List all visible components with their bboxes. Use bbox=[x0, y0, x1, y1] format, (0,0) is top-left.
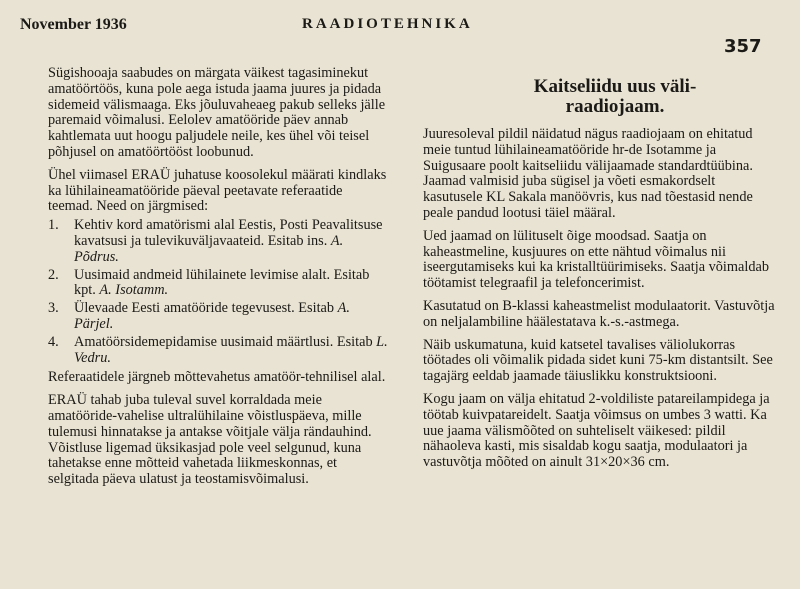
paragraph: ERAÜ tahab juba tuleval suvel korraldada meie amatööride-vahelise ultralühilaine võistluspäeva, mille tulemusi hinnatakse ja antakse võitjale välja rändauhind. Võistluse ligemad üksikasjad pole veel selgunud, kuna tahetakse enne mõtteid vahetada liikmeskonnas, et selgitada päeva ulatust ja teostamisvõimalusi. bbox=[48, 392, 372, 488]
paragraph: Kogu jaam on välja ehitatud 2-voldiliste patareilampidega ja töötab kuivpatareidelt. Saatja võimsus on umbes 3 watti. Ka uue jaama välismõõted on suhteliselt väikesed: pildil nähaoleva kasti, mis sisaldab kogu saatja, modulaatori ja vastuvõtja mõõted on ainult 31×20×36 cm. bbox=[423, 390, 770, 471]
paragraph: Ühel viimasel ERAÜ juhatuse koosolekul määrati kindlaks ka lühilaineamatööride päeval peetavate referaatide teemad. Need on järgmised: bbox=[48, 166, 387, 215]
paragraph: Referaatidele järgneb mõttevahetus amatöör-tehnilisel alal. bbox=[48, 369, 386, 386]
page-number: 357 bbox=[724, 36, 762, 57]
list-number: 1. bbox=[48, 217, 59, 234]
list-text: Amatöörsidemepidamise uusimaid määrtlusi. Esitab bbox=[74, 333, 377, 350]
list-text: Ülevaade Eesti amatööride tegevusest. Esitab bbox=[74, 300, 338, 317]
list-text: Kehtiv kord amatörismi alal Eestis, Posti Peavalitsuse kavatsusi ja tulevikuväljavaateid. Esitab ins. bbox=[74, 217, 383, 249]
issue-date: November 1936 bbox=[20, 16, 127, 33]
list-author: A. Põdrus. bbox=[74, 232, 344, 265]
paragraph: Näib uskumatuna, kuid katsetel tavalises väliolukorras töötades oli võimalik pidada sidet kuni 75-km distantsilt. See tagajärg eeldab jaamade täiuslikku konstruktsiooni. bbox=[423, 336, 773, 385]
paragraph: Juuresoleval pildil näidatud nägus raadiojaam on ehitatud meie tuntud lühilaineamatööride hr-de Isotamme ja Suigusaare poolt kaitseliidu välijaamade standardtüübina. Jaamad valmisid juba sügisel ja võeti esmakordselt kasutusele KL Sakala manöövris, kus nad tõestasid nende peale pandud lootusi täiel määral. bbox=[423, 126, 753, 221]
list-author: A. Pärjel. bbox=[74, 300, 350, 332]
list-number: 2. bbox=[48, 266, 59, 283]
paragraph: Sügishooaja saabudes on märgata väikest tagasiminekut amatöörtöös, kuna pole aega istuda jaama juures ja pidada sidemeid välismaaga. Eks jõuluvaheaeg pakub selleks jälle paremaid võimalusi. Eelolev amatööride päev annab kahtlemata uut hoogu paljudele neile, kes ühel või teisel põhjusel on amatöörtööst loobunud. bbox=[48, 65, 386, 160]
list-item bbox=[48, 268, 390, 300]
list-item bbox=[48, 218, 390, 265]
left-column bbox=[48, 66, 390, 495]
article-title: Kaitseliidu uus väli-raadiojaam. bbox=[533, 76, 697, 117]
list-number: 4. bbox=[48, 333, 59, 350]
list-text: Uusimaid andmeid lühilainete levimise alalt. Esitab kpt. bbox=[74, 266, 370, 299]
list-item bbox=[48, 301, 390, 333]
right-column bbox=[423, 127, 776, 478]
list-author: L. Vedru. bbox=[74, 333, 388, 366]
lecture-list bbox=[48, 218, 390, 366]
list-author: A. Isotamm. bbox=[99, 282, 169, 299]
list-item bbox=[48, 335, 390, 367]
list-number: 3. bbox=[48, 300, 59, 317]
paragraph: Ued jaamad on lülituselt õige moodsad. Saatja on kaheastmeline, kusjuures on ette nähtud võimalus nii iseergutamiseks kui ka kristalltüürimiseks. Saatja võimaldab töötamist telegraafil ja telefoncerimist. bbox=[423, 227, 769, 292]
paragraph: Kasutatud on B-klassi kaheastmelist modulaatorit. Vastuvõtja on neljalambiline häälestatava k.-s.-astmega. bbox=[423, 297, 775, 330]
journal-title: RAADIOTEHNIKA bbox=[302, 16, 473, 32]
